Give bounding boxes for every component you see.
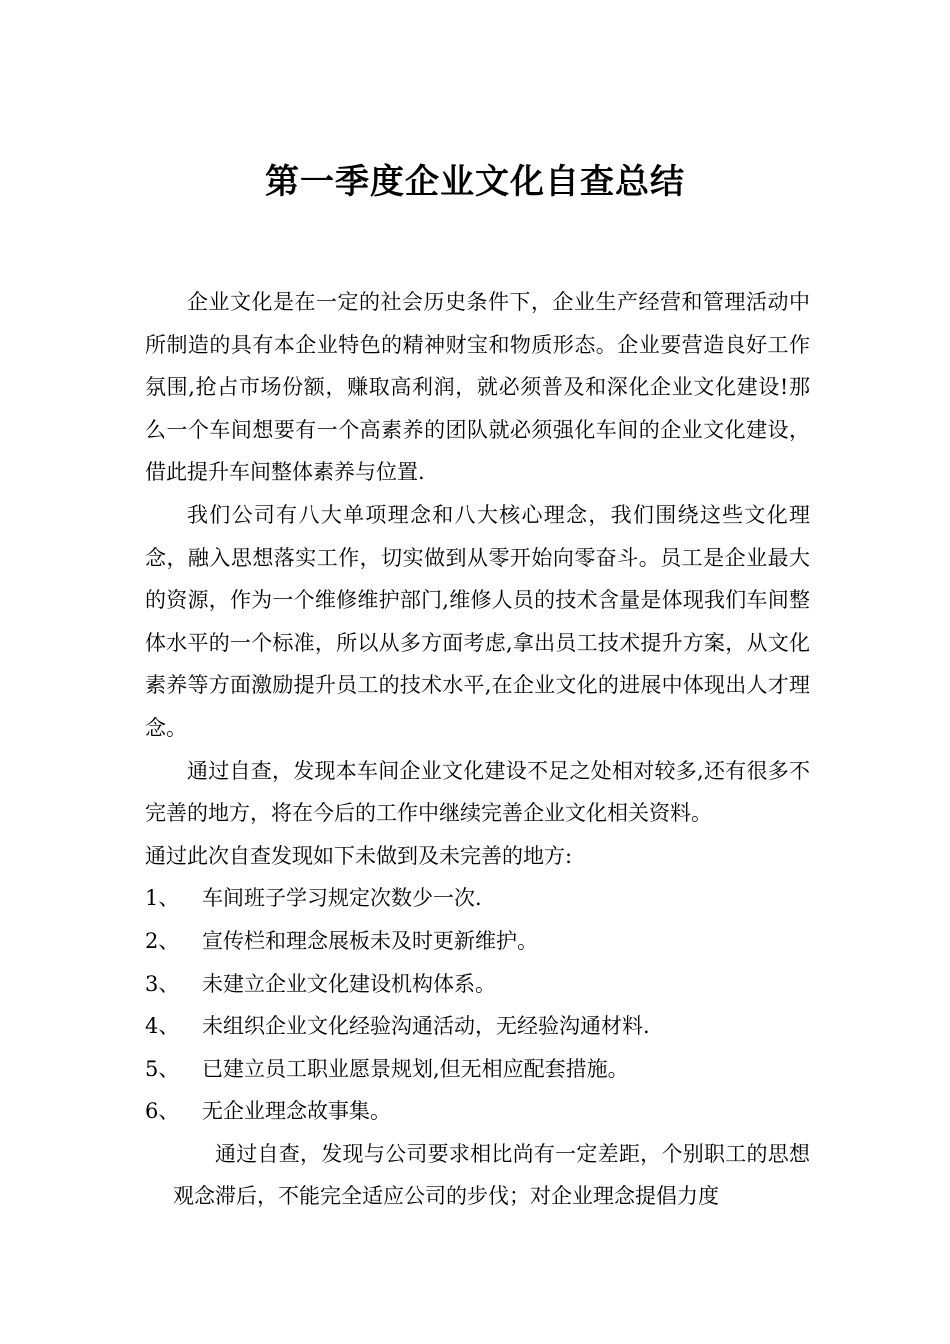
list-item [145,877,810,920]
list-intro: 通过此次自查发现如下未做到及未完善的地方: [145,843,573,868]
list-item-number: 2、 [145,928,180,953]
list-item-number: 1、 [145,886,180,911]
issue-list [145,877,810,1133]
list-item-number: 4、 [145,1014,180,1039]
list-item-number: 3、 [145,971,180,996]
list-item-text: 无企业理念故事集。 [202,1099,391,1124]
paragraph-intro: 企业文化是在一定的社会历史条件下，企业生产经营和管理活动中所制造的具有本企业特色的精神财宝和物质形态。企业要营造良好工作氛围,抢占市场份额，赚取高利润，就必须普及和深化企业文化建设!那么一个车间想要有一个高素养的团队就必须强化车间的企业文化建设，借此提升车间整体素养与位置. [145,290,810,485]
list-item-number: 5、 [145,1056,180,1081]
list-item [145,1005,810,1048]
list-item-number: 6、 [145,1099,180,1124]
list-item [145,963,810,1006]
list-item-text: 未建立企业文化建设机构体系。 [202,971,496,996]
paragraph-company-concepts: 我们公司有八大单项理念和八大核心理念，我们围绕这些文化理念，融入思想落实工作，切实做到从零开始向零奋斗。员工是企业最大的资源，作为一个维修维护部门,维修人员的技术含量是体现我们车间整体水平的一个标准，所以从多方面考虑,拿出员工技术提升方案，从文化素养等方面激励提升员工的技术水平,在企业文化的进展中体现出人才理念。 [145,502,810,740]
paragraph-closing: 通过自查，发现与公司要求相比尚有一定差距，个别职工的思想观念滞后，不能完全适应公司的步伐；对企业理念提倡力度 [173,1141,810,1209]
list-item-text: 宣传栏和理念展板未及时更新维护。 [202,928,538,953]
paragraph-self-check: 通过自查，发现本车间企业文化建设不足之处相对较多,还有很多不完善的地方，将在今后的工作中继续完善企业文化相关资料。 [145,758,810,826]
document-body [145,281,810,1218]
list-item-text: 未组织企业文化经验沟通活动，无经验沟通材料. [202,1014,650,1039]
document-title: 第一季度企业文化自查总结 [265,162,685,202]
list-item-text: 已建立员工职业愿景规划,但无相应配套措施。 [202,1056,629,1081]
list-item [145,920,810,963]
list-item-text: 车间班子学习规定次数少一次. [202,886,482,911]
list-item [145,1048,810,1091]
list-item [145,1090,810,1133]
